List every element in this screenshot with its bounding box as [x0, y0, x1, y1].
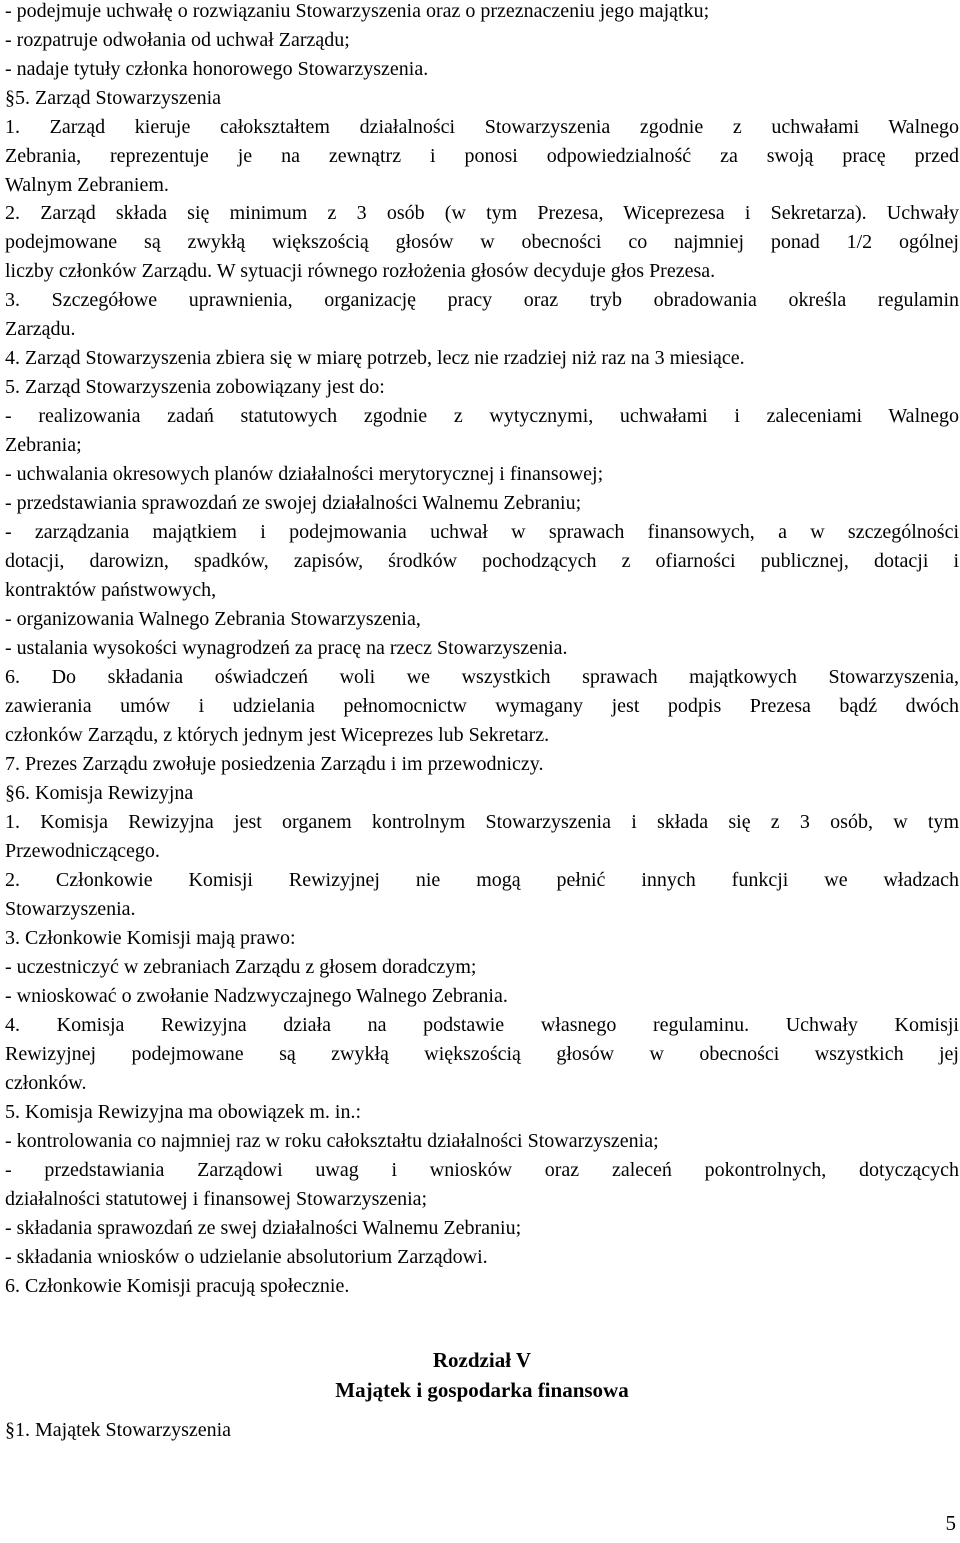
text-line: - ustalania wysokości wynagrodzeń za pracę na rzecz Stowarzyszenia.	[5, 637, 568, 659]
text-line: - przedstawiania Zarządowi uwag i wniosków oraz zaleceń pokontrolnych, dotyczących	[5, 1159, 959, 1181]
text-line: 2. Zarząd składa się minimum z 3 osób (w tym Prezesa, Wiceprezesa i Sekretarza). Uchwały	[5, 202, 959, 224]
text-line: Zebrania, reprezentuje je na zewnątrz i ponosi odpowiedzialność za swoją pracę przed	[5, 145, 959, 167]
text-line: podejmowane są zwykłą większością głosów w obecności co najmniej ponad 1/2 ogólnej	[5, 231, 959, 253]
text-line: 3. Szczegółowe uprawnienia, organizację pracy oraz tryb obradowania określa regulamin	[5, 289, 959, 311]
text-line: - nadaje tytuły członka honorowego Stowarzyszenia.	[5, 58, 429, 80]
page-number: 5	[945, 1511, 956, 1535]
text-line: 4. Komisja Rewizyjna działa na podstawie własnego regulaminu. Uchwały Komisji	[5, 1014, 959, 1036]
text-line: Walnym Zebraniem.	[5, 174, 169, 196]
section-heading: §5. Zarząd Stowarzyszenia	[5, 87, 222, 109]
text-line: - realizowania zadań statutowych zgodnie z wytycznymi, uchwałami i zaleceniami Walnego	[5, 405, 959, 427]
chapter-number: Rozdział V	[432, 1348, 532, 1372]
text-line: - kontrolowania co najmniej raz w roku całokształtu działalności Stowarzyszenia;	[5, 1130, 659, 1152]
text-line: - uczestniczyć w zebraniach Zarządu z głosem doradczym;	[5, 956, 477, 978]
text-line: - uchwalania okresowych planów działalności merytorycznej i finansowej;	[5, 463, 604, 485]
text-line: - wnioskować o zwołanie Nadzwyczajnego Walnego Zebrania.	[5, 985, 508, 1007]
text-line: - organizowania Walnego Zebrania Stowarzyszenia,	[5, 608, 421, 630]
text-line: Rewizyjnej podejmowane są zwykłą większością głosów w obecności wszystkich jej	[5, 1043, 959, 1065]
text-line: 5. Zarząd Stowarzyszenia zobowiązany jest do:	[5, 376, 385, 398]
text-line: - rozpatruje odwołania od uchwał Zarządu;	[5, 29, 350, 51]
text-line: - podejmuje uchwałę o rozwiązaniu Stowarzyszenia oraz o przeznaczeniu jego majątku;	[5, 0, 710, 22]
text-line: - zarządzania majątkiem i podejmowania uchwał w sprawach finansowych, a w szczególności	[5, 521, 959, 543]
text-line: 4. Zarząd Stowarzyszenia zbiera się w miarę potrzeb, lecz nie rzadziej niż raz na 3 miesiące.	[5, 347, 745, 369]
text-line: 2. Członkowie Komisji Rewizyjnej nie mogą pełnić innych funkcji we władzach	[5, 869, 959, 891]
text-line: członków Zarządu, z których jednym jest Wiceprezes lub Sekretarz.	[5, 724, 550, 746]
text-line: zawierania umów i udzielania pełnomocnictw wymagany jest podpis Prezesa bądź dwóch	[5, 695, 959, 717]
text-line: działalności statutowej i finansowej Stowarzyszenia;	[5, 1188, 428, 1210]
text-line: 6. Do składania oświadczeń woli we wszystkich sprawach majątkowych Stowarzyszenia,	[5, 666, 959, 688]
text-line: liczby członków Zarządu. W sytuacji równego rozłożenia głosów decyduje głos Prezesa.	[5, 260, 716, 282]
text-line: 1. Komisja Rewizyjna jest organem kontrolnym Stowarzyszenia i składa się z 3 osób, w tym	[5, 811, 959, 833]
text-line: 6. Członkowie Komisji pracują społecznie.	[5, 1275, 350, 1297]
section-heading: §1. Majątek Stowarzyszenia	[5, 1419, 232, 1441]
text-line: 5. Komisja Rewizyjna ma obowiązek m. in.:	[5, 1101, 362, 1123]
text-line: - składania sprawozdań ze swej działalności Walnemu Zebraniu;	[5, 1217, 522, 1239]
text-line: 7. Prezes Zarządu zwołuje posiedzenia Zarządu i im przewodniczy.	[5, 753, 544, 775]
text-line: Zarządu.	[5, 318, 76, 340]
text-line: - przedstawiania sprawozdań ze swojej działalności Walnemu Zebraniu;	[5, 492, 582, 514]
text-line: dotacji, darowizn, spadków, zapisów, środków pochodzących z ofiarności publicznej, dotacji i	[5, 550, 959, 572]
text-line: Stowarzyszenia.	[5, 898, 136, 920]
text-line: 1. Zarząd kieruje całokształtem działalności Stowarzyszenia zgodnie z uchwałami Walnego	[5, 116, 959, 138]
text-line: Przewodniczącego.	[5, 840, 160, 862]
chapter-title: Majątek i gospodarka finansowa	[335, 1378, 629, 1402]
section-heading: §6. Komisja Rewizyjna	[5, 782, 194, 804]
text-line: 3. Członkowie Komisji mają prawo:	[5, 927, 296, 949]
text-line: członków.	[5, 1072, 87, 1094]
text-line: kontraktów państwowych,	[5, 579, 217, 601]
text-line: - składania wniosków o udzielanie absolutorium Zarządowi.	[5, 1246, 488, 1268]
text-line: Zebrania;	[5, 434, 82, 456]
